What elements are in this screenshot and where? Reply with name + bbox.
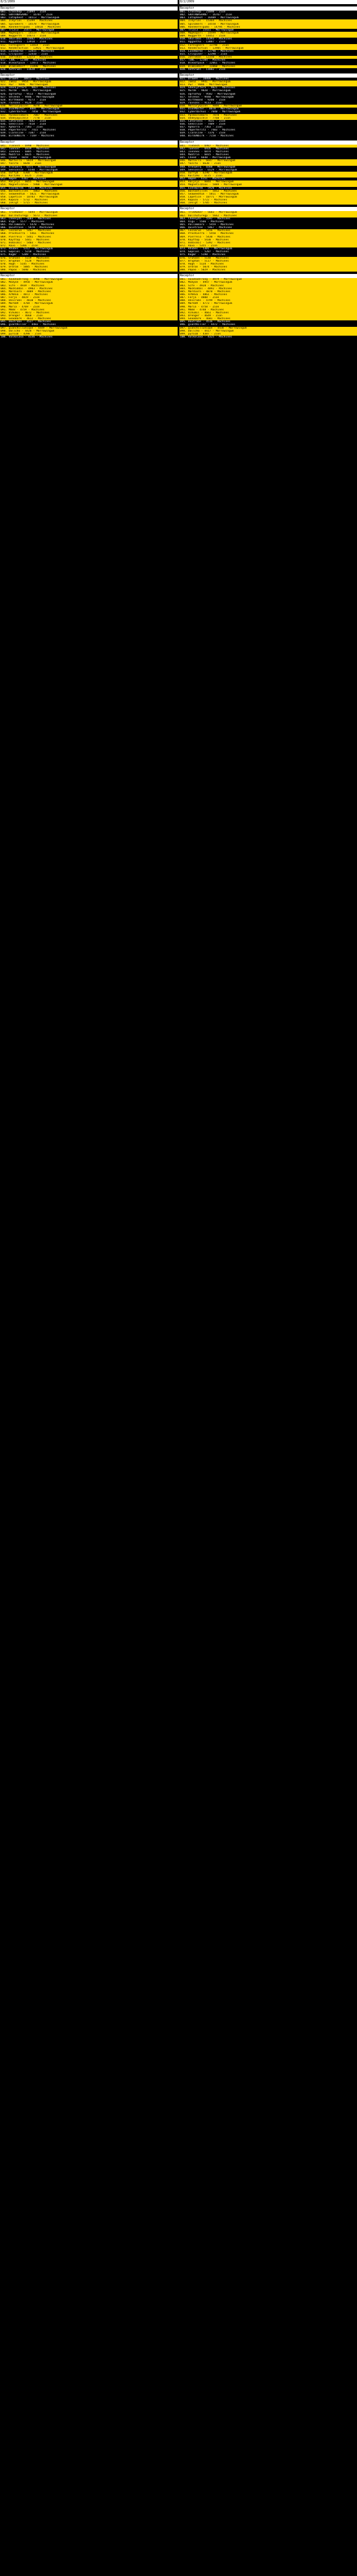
ranking-row: 047. Yazito - 6638 - Zion [179,162,357,165]
ranking-row: 009. Nuggerth - 14452 - Zion [179,35,357,38]
ranking-row: 035. Catarvens - 7631 - Zion [180,119,226,123]
ranking-row: 014. Lundmarke - 12815 - Machines [1,49,55,53]
ranking-row: 067. Cecnaruo - 5467 - Machines [0,229,178,232]
ranking-row: 073. Rhubes - 5312 - Morrowingum [1,247,53,251]
ranking-row: 042. Tuenser - 6939 - Machines [1,147,49,150]
ranking-row: 010. SkullDoo - 14402 - Machines [1,38,53,41]
ranking-row: 093. Drenger - 4649 - Zion [179,315,357,317]
ranking-row: 040. BirdoNbirk - 7169 - Machines [1,135,55,138]
ranking-row: 075. Kagmr - 5209 - Machines [1,253,46,257]
ranking-row: 073. Rhubes - 5301 - Morrowingum [180,247,232,251]
ranking-row: 046. Matterra - 6659 - Morrowingum [0,159,178,162]
ranking-row: 015. Crispiner - 12410 - Zion [1,52,48,56]
ranking-row: 065. Pollakmarx - 5459 - Machines [180,223,234,226]
ranking-row: 054. MagneticDiox - 5889 - Morrowingum [179,183,357,186]
ranking-row: 012. Foreigners - 13814 - Zion [0,44,178,47]
ranking-row: 031. DionMaster - 8870 - Morrowingum [180,108,239,111]
ranking-row: 058. Lapetice - 10783 - Morrowingum [0,196,178,199]
ranking-row: 069. Pierrelo - 5430 - Machines [179,236,357,239]
ranking-row: 067. Cecnaruo - 5456 - Machines [179,229,357,232]
ranking-row: 070. Kayttop - 5430 - Machines [179,239,357,242]
ranking-row: 031. DionMaster - 8881 - Morrowingum [1,108,59,111]
ranking-date: 8/3/2009 [0,0,178,4]
section-title: Receptor [179,207,357,211]
ranking-row: 014. Lundmarke - 12798 - Machines [180,49,234,53]
ranking-row: 036. Gneolloze - 7418 - Zion [1,122,46,126]
ranking-row: 081. XavDeadFrong - 4990 - Morrowingum [0,278,178,281]
ranking-row: 047. Yazito - 6648 - Zion [0,162,178,165]
ranking-row: 050. Ouffy0 - 6300 - Morrowingum [0,172,178,175]
ranking-row: 005. Spinakers - 14558 - Morrowingum [179,23,357,26]
ranking-row: 043. Isennex - 6885 - Machines [1,150,49,153]
ranking-row: 045. Cheed - 6648 - Morrowingum [180,156,231,160]
ranking-row: 004. Ilkyrial - 15364 - Machines [179,19,357,22]
ranking-row: 038. Paperheritz - 7415 - Machines [1,129,56,132]
ranking-row: 083. Sife - 4939 - Machines [0,285,178,287]
ranking-section [0,274,178,339]
ranking-row: 053. Raijnjc - 6044 - Morrowingum [179,180,357,183]
ranking-row: 089. Mark89 - 4773 - Morrowingum [179,302,357,305]
ranking-row: 096. giantKiller - 4483 - Machines [1,323,56,327]
ranking-section [0,140,178,205]
ranking-row: 021. Drowen - 10813 - Machines [1,77,49,81]
ranking-column-right [179,0,357,339]
ranking-row: 084. MacRiddal - 4903 - Machines [0,287,178,290]
ranking-column-left [0,0,178,339]
ranking-row: 019. BlamieRolf - 11890 - Machines [0,65,178,68]
ranking-row: 049. Seesonnie - 6540 - Morrowingum [1,168,58,172]
ranking-row: 009. Nuggerth - 14473 - Zion [0,35,178,38]
ranking-row: 039. Claroline - 7387 - Zion [1,132,46,135]
ranking-row: 050. Ouffy0 - 6290 - Morrowingum [179,172,357,175]
ranking-row: 057. Seaweedtun - 5811 - Morrowingum [179,193,357,196]
ranking-row: 035. Catarvens - 7642 - Zion [1,119,46,123]
ranking-row: 003. Latapheot - 16513 - Morrowingum [1,16,59,20]
ranking-row: 024. GhenLyffern - 9821 - Machines [180,86,236,90]
ranking-row: 062. ballhuturegp - 5662 - Machines [179,215,357,218]
ranking-row: 026. ogrnafwy - 9502 - Morrowingum [180,92,236,96]
ranking-row: 037. Aphorra - 7383 - Zion [1,126,43,129]
ranking-row: 059. Kapozo - 5722 - Machines [179,199,357,202]
ranking-row: 094. GnaoDark - 4601 - Machines [179,317,357,320]
ranking-row: 028. Birthmand - 9273 - Zion [1,98,46,102]
ranking-row: 002. GRATANASARN7 - 16787 - Zion [1,14,53,17]
ranking-row: 004. Ilkyrial - 15399 - Machines [0,19,178,22]
ranking-row: 049. Seesonnie - 6529 - Morrowingum [180,168,237,172]
section-title: Receptor [179,274,357,278]
ranking-row: 069. Pierrelo - 5441 - Machines [0,236,178,239]
ranking-row: 056. Bastantilles - 5852 - Machines [179,190,357,193]
ranking-section [179,140,357,205]
ranking-row: 086. ArKRva - 4872 - Machines [0,293,178,296]
ranking-section [0,73,178,138]
ranking-section [0,207,178,272]
ranking-row: 052. Ampen - 6162 - Machines [1,178,46,181]
ranking-row: 001. Crosshop - 21040 - Zion [180,11,226,14]
ranking-row: 033. Ppsmacnamara - 7878 - Machines [179,114,357,117]
ranking-row: 048. Vrenwerq - 6571 - Morrowingum [1,165,56,169]
ranking-row: 021. Drowen - 10800 - Machines [180,77,229,81]
ranking-row: 023. Pw7 - 9886 - Morrowingum [179,83,357,86]
ranking-row: 065. Pollakmarx - 5470 - Machines [1,223,55,226]
ranking-row: 006. Ronnkerelgumo - 14810 - Machines [0,26,178,29]
ranking-row: 055. Evenmorem - 5930 - Machines [1,186,53,190]
ranking-row: 087. Ferja - 4808 - Zion [179,296,357,299]
ranking-row: 016. Zetrakan - 12350 - Machines [179,56,357,59]
ranking-row: 022. Jamaz - 9941 - Morrowingum [179,81,357,83]
ranking-row: 029. ravsonx - 9124 - Zion [1,101,43,105]
ranking-row: 098. Dallcho - 4417 - Morrowingum [179,330,357,333]
ranking-row: 028. Birthmand - 9260 - Zion [180,98,226,102]
ranking-row: 080. Papoo - 5040 - Machines [0,269,178,272]
ranking-row: 039. Claroline - 7376 - Zion [180,132,226,135]
ranking-row: 090. Maria - 4758 - Zion [179,306,357,309]
ranking-row: 020. Anthrums - 11620 - Zion [1,68,46,71]
ranking-row: 062. ballhuturegp - 5673 - Machines [0,215,178,218]
ranking-row: 100. Valkolaxa - 4336 - Machines [1,335,53,339]
ranking-row: 092. Vihumil - 4672 - Machines [0,312,178,315]
ranking-row: 038. Paperheritz - 7403 - Machines [180,129,236,132]
ranking-row: 068. ProcRierra - 5461 - Machines [0,232,178,235]
ranking-row: 096. giantKiller - 4472 - Machines [180,323,236,327]
section-title: Receptor [0,6,178,11]
ranking-row: 071. 8smalmic - 5392 - Machines [179,242,357,245]
ranking-row: 058. Lapetice - 10771 - Morrowingum [179,196,357,199]
ranking-row: 002. GRATANASARN7 - 16767 - Zion [180,14,232,17]
ranking-row: 092. Vihumil - 4661 - Machines [179,312,357,315]
ranking-row: 066. Quietrose - 5467 - Machines [180,226,232,230]
ranking-row: 091. Mhm8 - 4748 - Machines [179,309,357,312]
ranking-row: 029. ravsonx - 9113 - Zion [180,101,222,105]
ranking-row: 089. Mark89 - 4784 - Morrowingum [0,302,178,305]
ranking-row: 043. Isennex - 6874 - Machines [180,150,229,153]
ranking-row: 018. Bleoofpaik - 12061 - Machines [180,62,236,65]
ranking-row: 079. Ordran - 5085 - Machines [0,266,178,269]
ranking-row: 051. Kalt2mu - 6125 - Zion [0,175,178,178]
ranking-section [179,274,357,339]
ranking-row: 036. Gneolloze - 7409 - Zion [180,122,226,126]
ranking-row: 010. SkullDoo - 14393 - Machines [180,38,232,41]
ranking-row: 005. Spinakers - 14578 - Morrowingum [0,23,178,26]
ranking-row: 078. Hugh - 5145 - Machines [0,263,178,266]
ranking-row: 034. Ondeyapickle - 7760 - Zion [179,117,357,120]
ranking-row: 079. Ordran - 5074 - Machines [179,266,357,269]
ranking-row: 032. Cyberdarkus - 7850 - Morrowingum [1,111,61,114]
ranking-row: 016. Zetrakan - 12373 - Machines [0,56,178,59]
ranking-row: 052. Ampen - 6151 - Machines [180,178,226,181]
ranking-row: 020. Anthrums - 11602 - Zion [180,68,226,71]
ranking-row: 025. Murde - 9835 - Morrowingum [1,89,51,93]
ranking-row: 055. Evenmorem - 5920 - Machines [180,186,232,190]
ranking-row: 100. Valkolaxa - 4325 - Machines [180,335,232,339]
ranking-row: 083. Sife - 4928 - Machines [179,285,357,287]
ranking-row: 063. CheesyXn - 5603 - Machines [1,217,51,220]
ranking-row: 085. Mardiorn - 4878 - Machines [179,290,357,293]
ranking-row: 054. MagneticDiox - 5900 - Morrowingum [0,183,178,186]
section-title: Receptor [0,73,178,78]
ranking-row: 085. Mardiorn - 4889 - Machines [0,290,178,293]
ranking-row: 032. Cyberdarkus - 7840 - Morrowingum [180,111,241,114]
ranking-row: 084. MacRiddal - 4892 - Machines [179,287,357,290]
ranking-section [179,6,357,71]
ranking-row: 074. Gopsiel - 5207 - Machines [180,250,229,254]
ranking-row: 026. ogrnafwy - 9513 - Morrowingum [1,92,56,96]
ranking-date: 8/2/2009 [179,0,357,4]
ranking-row: 095. Doutrabe - 4527 - Machines [1,320,51,324]
ranking-row: 017. T3BL - 12104 - Machines [180,59,226,62]
ranking-row: 040. BirdoNbirk - 7158 - Machines [180,135,234,138]
ranking-row: 063. CheesyXn - 5592 - Machines [180,217,231,220]
ranking-row: 022. Jamaz - 9954 - Morrowingum [0,81,178,83]
ranking-row: 044. Mubtrin - 6815 - Machines [180,153,229,157]
ranking-row: 064. Vigu - 5566 - Machines [180,220,224,223]
ranking-row: 080. Papoo - 5029 - Machines [179,269,357,272]
ranking-row: 066. Quietrose - 5478 - Machines [1,226,53,230]
ranking-row: 078. Hugh - 5134 - Machines [179,263,357,266]
ranking-row: 086. ArKRva - 4861 - Machines [179,293,357,296]
ranking-row: 081. XavDeadFrong - 4979 - Morrowingum [179,278,357,281]
ranking-row: 019. BlamieRolf - 11860 - Machines [179,65,357,68]
ranking-row: 071. 8smalmic - 5403 - Machines [0,242,178,245]
ranking-row: 075. Kagmr - 5198 - Machines [180,253,226,257]
ranking-row: 044. Mubtrin - 6825 - Machines [1,153,49,157]
ranking-row: 077. Bruphan - 5128 - Machines [0,260,178,263]
ranking-row: 056. Bastantilles - 5863 - Machines [0,190,178,193]
ranking-row: 088. Unscrubs - 4799 - Machines [179,299,357,302]
ranking-row: 013. Renderaction - 13905 - Morrowingum [179,47,357,50]
ranking-row: 027. Selenos - 9440 - Morrowingum [180,95,234,99]
ranking-row: 025. Murde - 9820 - Morrowingum [180,89,231,93]
ranking-row: 001. Crosshop - 21094 - Zion [1,11,46,14]
ranking-row: 045. Cheed - 6659 - Morrowingum [1,156,51,160]
ranking-row: 098. Dallcho - 4428 - Morrowingum [0,330,178,333]
ranking-row: 051. Kalt2mu - 6115 - Zion [179,175,357,178]
ranking-section [0,6,178,71]
ranking-row: 015. Crispiner - 12398 - Zion [180,52,228,56]
ranking-row: 006. Ronnkerelgumo - 14794 - Machines [179,26,357,29]
ranking-row: 042. Tuenser - 6926 - Machines [180,147,229,150]
ranking-row: 030. MercuryQuinn - 9078 - Morrowingum [0,105,178,108]
ranking-row: 090. Maria - 4769 - Zion [0,306,178,309]
ranking-row: 048. Vrenwerq - 6560 - Morrowingum [180,165,236,169]
ranking-row: 070. Kayttop - 5441 - Machines [0,239,178,242]
ranking-row: 012. Foreigners - 13798 - Zion [179,44,357,47]
ranking-section [179,73,357,138]
ranking-row: 099. pyro10 - 4387 - Zion [179,333,357,336]
ranking-row: 082. McDyon - 4958 - Morrowingum [0,281,178,284]
ranking-row: 046. Matterra - 6647 - Morrowingum [179,159,357,162]
ranking-row: 041. Tlenesh - 6998 - Machines [0,145,178,148]
section-title: Receptor [179,73,357,78]
ranking-row: 072. Ravo - 5355 - Zion [179,245,357,247]
ranking-row: 076. Sruhann - 5148 - Machines [179,257,357,260]
ranking-row: 003. Latapheot - 16489 - Morrowingum [180,16,239,20]
ranking-row: 023. Pw7 - 9896 - Morrowingum [0,83,178,86]
ranking-row: 087. Ferja - 4819 - Zion [0,296,178,299]
ranking-row: 053. Raijnjc - 6055 - Morrowingum [0,180,178,183]
ranking-row: 068. ProcRierra - 5450 - Machines [179,232,357,235]
ranking-row: 059. Kapozo - 5732 - Machines [0,199,178,202]
ranking-row: 030. MercuryQuinn - 9066 - Morrowingum [179,105,357,108]
ranking-row: 011. Aggantha - 13910 - Zion [1,41,46,44]
section-title: Receptor [179,140,357,145]
ranking-row: 064. Vigu - 5577 - Machines [1,220,45,223]
ranking-row: 077. Bruphan - 5117 - Machines [179,260,357,263]
ranking-row: 007. Trial3 - 15431 - Morrowingum [180,28,234,32]
ranking-row: 060. Inklgt - 5705 - Machines [179,202,357,205]
ranking-row: 018. Bleoofpaik - 12073 - Machines [1,62,56,65]
ranking-row: 097. gianchillunique - 4449 - Morrowingum [0,327,178,330]
ranking-row: 041. Tlenesh - 6987 - Machines [179,145,357,148]
ranking-row: 097. gianchillunique - 4438 - Morrowingum [179,327,357,330]
ranking-row: 094. GnaoDark - 4612 - Machines [0,317,178,320]
ranking-row: 099. pyro10 - 4398 - Zion [0,333,178,336]
ranking-row: 060. Inklgt - 5715 - Machines [0,202,178,205]
ranking-row: 061. TrikRoker - 5683 - Morrowingum [179,211,357,214]
ranking-row: 011. Aggantha - 13887 - Zion [180,41,226,44]
ranking-row: 082. McDyon - 4947 - Morrowingum [179,281,357,284]
ranking-row: 091. Mhm8 - 4759 - Machines [0,309,178,312]
ranking-row: 061. TrikRoker - 5694 - Morrowingum [0,211,178,214]
section-title: Receptor [0,274,178,278]
ranking-row: 027. Selenos - 9446 - Morrowingum [1,95,55,99]
ranking-row: 008. Mapkoparl - 14519 - Morrowingum [0,32,178,35]
ranking-row: 033. Ppsmacnamara - 7887 - Machines [0,114,178,117]
ranking-row: 072. Ravo - 5366 - Zion [0,245,178,247]
section-title: Receptor [0,207,178,211]
ranking-section [179,207,357,272]
ranking-row: 093. Drenger - 4660 - Zion [0,315,178,317]
ranking-row: 057. Seaweedtun - 5821 - Morrowingum [0,193,178,196]
ranking-row: 024. GhenLyffern - 9837 - Machines [1,86,56,90]
rankings-columns [0,0,357,339]
section-title: Receptor [0,140,178,145]
ranking-row: 007. Trial3 - 15471 - Morrowingum [1,28,55,32]
ranking-row: 037. Aphorra - 7363 - Zion [180,126,222,129]
ranking-row: 076. Sruhann - 5159 - Machines [0,257,178,260]
ranking-row: 088. Unscrubs - 4810 - Machines [0,299,178,302]
ranking-row: 017. T3BL - 12108 - Machines [1,59,46,62]
ranking-row: 074. Gopsiel - 5218 - Machines [1,250,49,254]
ranking-row: 008. Mapkoparl - 14499 - Morrowingum [179,32,357,35]
ranking-row: 034. Ondeyapickle - 7770 - Zion [0,117,178,120]
ranking-row: 013. Renderaction - 13921 - Morrowingum [0,47,178,50]
section-title: Receptor [179,6,357,11]
ranking-row: 095. Doutrabe - 4516 - Machines [180,320,231,324]
